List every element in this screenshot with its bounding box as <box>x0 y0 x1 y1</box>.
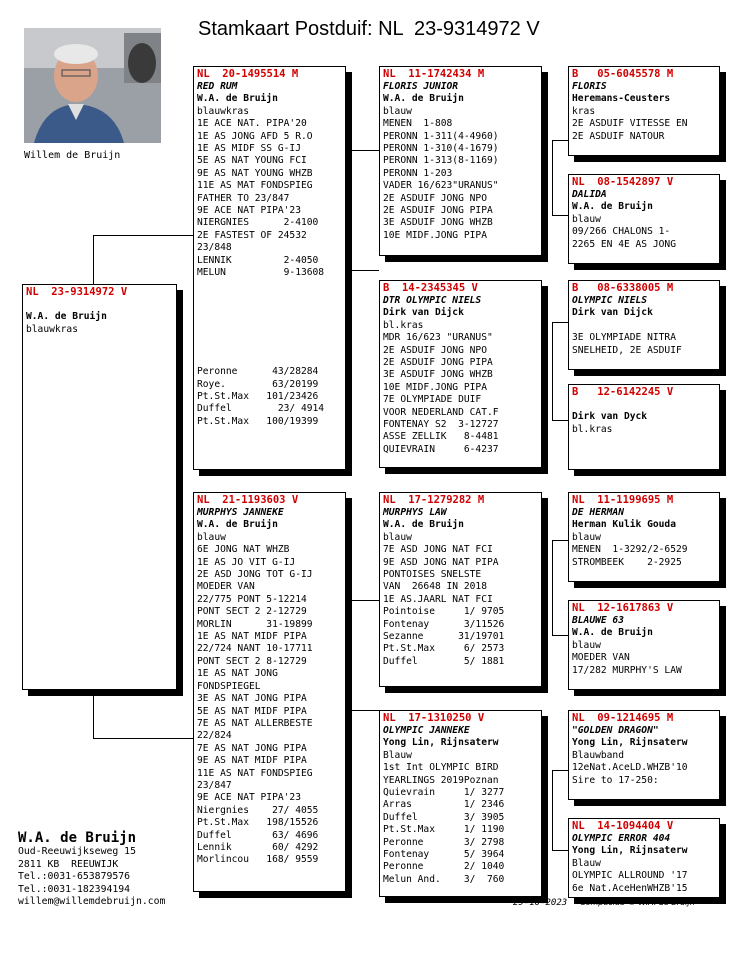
breeder-name: Yong Lin, Rijnsaterw <box>572 737 688 749</box>
pedigree-line: 2265 EN 4E AS JONG <box>572 238 676 250</box>
pedigree-line: 12eNat.AceLD.WHZB'10 <box>572 762 688 774</box>
pedigree-line: 1E AS JO VIT G-IJ <box>197 556 296 568</box>
pedigree-line: Duffel 3/ 3905 <box>383 811 505 823</box>
card-sire <box>193 66 346 470</box>
pedigree-line: blauw <box>197 531 226 543</box>
breeder-name: Dirk van Dijck <box>572 307 653 319</box>
address-line: 2811 KB REEUWIJK <box>18 858 119 870</box>
pedigree-line: MOEDER VAN <box>572 652 630 664</box>
pedigree-line: PONTOISES SNELSTE <box>383 569 482 581</box>
pedigree-line: VOOR NEDERLAND CAT.F <box>383 406 499 418</box>
pedigree-line: PERONN 1-311(4-4960) <box>383 130 499 142</box>
owner-address <box>18 830 165 909</box>
pedigree-line: 09/266 CHALONS 1- <box>572 226 671 238</box>
pedigree-line: MDR 16/623 "URANUS" <box>383 332 493 344</box>
ring-number: NL 09-1214695 M <box>572 712 674 724</box>
pedigree-line: Pt.St.Max 6/ 2573 <box>383 643 505 655</box>
breeder-name: W.A. de Bruijn <box>26 311 107 323</box>
pedigree-line: 3E AS NAT JONG PIPA <box>197 693 307 705</box>
pedigree-line: Sire to 17-250: <box>572 774 659 786</box>
card-subject <box>22 284 177 690</box>
pedigree-line: 3E ASDUIF JONG WHZB <box>383 217 493 229</box>
pedigree-line: 2E ASDUIF JONG NPO <box>383 192 487 204</box>
breeder-name: Herman Kulik Gouda <box>572 519 676 531</box>
pedigree-line: 7E AS NAT JONG PIPA <box>197 742 307 754</box>
pedigree-line: blauw <box>383 531 412 543</box>
pedigree-line: 9E ACE NAT PIPA'23 <box>197 205 301 217</box>
pedigree-line: Peronne 3/ 2798 <box>383 836 505 848</box>
pedigree-line: 2E FASTEST OF 24532 <box>197 229 307 241</box>
pedigree-line: blauw <box>572 639 601 651</box>
card-ssd <box>568 174 720 264</box>
ring-number: NL 20-1495514 M <box>197 68 299 80</box>
pedigree-line: 3E OLYMPIADE NITRA <box>572 332 676 344</box>
copyright: Compuclub © W.A. de Bruijn <box>580 898 695 907</box>
pigeon-name: RED RUM <box>197 81 238 92</box>
pedigree-line: 7E OLYMPIADE DUIF <box>383 394 482 406</box>
card-sds <box>568 280 720 370</box>
footer-name: W.A. de Bruijn <box>18 830 137 846</box>
card-dds <box>568 710 720 800</box>
pedigree-line: OLYMPIC ALLROUND '17 <box>572 870 688 882</box>
pedigree-line: Duffel 63/ 4696 <box>197 829 319 841</box>
photo-caption: Willem de Bruijn <box>24 150 121 161</box>
pigeon-name: BLAUWE 63 <box>572 615 624 626</box>
pedigree-line: Pointoise 1/ 9705 <box>383 606 505 618</box>
pedigree-line: YEARLINGS 2019Poznan <box>383 774 499 786</box>
pedigree-line: SNELHEID, 2E ASDUIF <box>572 344 682 356</box>
pedigree-line: 7E ASD JONG NAT FCI <box>383 544 493 556</box>
pedigree-line: Arras 1/ 2346 <box>383 799 505 811</box>
pedigree-line: 22/775 PONT 5-12214 <box>197 593 307 605</box>
pedigree-line: VAN 26648 IN 2018 <box>383 581 487 593</box>
ring-number: B 12-6142245 V <box>572 386 674 398</box>
pigeon-name: "GOLDEN DRAGON" <box>572 725 659 736</box>
pedigree-line: 1E ACE NAT. PIPA'20 <box>197 118 307 130</box>
ring-number: B 08-6338005 M <box>572 282 674 294</box>
breeder-name: W.A. de Bruijn <box>383 519 464 531</box>
pedigree-line: PONT SECT 2 8-12729 <box>197 655 307 667</box>
ring-number: NL 12-1617863 V <box>572 602 674 614</box>
pedigree-line: MOEDER VAN <box>197 581 255 593</box>
ring-number: NL 08-1542897 V <box>572 176 674 188</box>
pedigree-line: MENEN 1-3292/2-6529 <box>572 544 688 556</box>
breeder-name: W.A. de Bruijn <box>572 627 653 639</box>
pedigree-line: blauwkras <box>26 323 78 335</box>
pedigree-line: 1E AS.JAARL NAT FCI <box>383 593 493 605</box>
pedigree-line: Pt.St.Max 100/19399 <box>197 415 319 427</box>
pedigree-line: 7E AS NAT ALLERBESTE <box>197 717 313 729</box>
pedigree-line: Peronne 2/ 1040 <box>383 861 505 873</box>
card-ddd <box>568 818 720 898</box>
pedigree-line: FONDSPIEGEL <box>197 680 261 692</box>
pedigree-line: QUIEVRAIN 6-4237 <box>383 443 499 455</box>
pedigree-line: MORLIN 31-19899 <box>197 618 313 630</box>
pigeon-name: OLYMPIC NIELS <box>572 295 648 306</box>
card-dss <box>568 492 720 582</box>
pedigree-line: 3E ASDUIF JONG WHZB <box>383 369 493 381</box>
print-date: 29-10-2023 <box>513 898 568 908</box>
pedigree-line: LENNIK 2-4050 <box>197 254 319 266</box>
pedigree-line: 5E AS NAT YOUNG FCI <box>197 155 307 167</box>
address-line: Tel.:0031-653879576 <box>18 871 131 882</box>
ring-number: NL 17-1279282 M <box>383 494 485 506</box>
breeder-name: Yong Lin, Rijnsaterw <box>572 845 688 857</box>
card-sss <box>568 66 720 156</box>
breeder-name: Heremans-Ceusters <box>572 93 671 105</box>
pedigree-line: 23/847 <box>197 779 232 791</box>
pedigree-line: FATHER TO 23/847 <box>197 192 290 204</box>
pigeon-name: OLYMPIC ERROR 404 <box>572 833 671 844</box>
pedigree-line: ASSE ZELLIK 8-4481 <box>383 431 499 443</box>
pedigree-line: 1E AS JONG AFD 5 R.O <box>197 130 313 142</box>
breeder-name: W.A. de Bruijn <box>197 519 278 531</box>
pedigree-line: blauw <box>572 531 601 543</box>
ring-number: B 05-6045578 M <box>572 68 674 80</box>
pedigree-line: blauw <box>572 213 601 225</box>
card-sdd <box>568 384 720 470</box>
ring-number: NL 14-1094404 V <box>572 820 674 832</box>
pedigree-line: 11E AS NAT FONDSPIEG <box>197 767 313 779</box>
pedigree-line: Pt.St.Max 198/15526 <box>197 817 319 829</box>
card-sire-sire <box>379 66 542 256</box>
pedigree-line: 9E ASD JONG NAT PIPA <box>383 556 499 568</box>
pedigree-line: MENEN 1-808 <box>383 118 453 130</box>
breeder-name: Yong Lin, Rijnsaterw <box>383 737 499 749</box>
pedigree-line: Blauwband <box>572 749 624 761</box>
pedigree-line: 6E JONG NAT WHZB <box>197 544 290 556</box>
pedigree-line: VADER 16/623"URANUS" <box>383 180 499 192</box>
pedigree-line: 10E MIDF.JONG PIPA <box>383 229 487 241</box>
pedigree-line: Roye. 63/20199 <box>197 378 319 390</box>
ring-number: NL 21-1193603 V <box>197 494 299 506</box>
pedigree-line: blauw <box>383 105 412 117</box>
pedigree-line: Duffel 23/ 4914 <box>197 403 325 415</box>
pedigree-line: Duffel 5/ 1881 <box>383 655 505 667</box>
pedigree-line: bl.kras <box>383 319 424 331</box>
pedigree-line: 5E AS NAT MIDF PIPA <box>197 705 307 717</box>
pedigree-line: Morlincou 168/ 9559 <box>197 854 319 866</box>
ring-number: NL 17-1310250 V <box>383 712 485 724</box>
pedigree-line: 1E AS NAT MIDF PIPA <box>197 631 307 643</box>
pedigree-line: bl.kras <box>572 423 613 435</box>
pedigree-line: 2E ASDUIF JONG NPO <box>383 344 487 356</box>
pedigree-line: 2E ASDUIF NATOUR <box>572 130 665 142</box>
pigeon-name: DTR OLYMPIC NIELS <box>383 295 482 306</box>
card-dam-sire <box>379 492 542 687</box>
pigeon-name: DALIDA <box>572 189 607 200</box>
pedigree-line: 2E ASDUIF JONG PIPA <box>383 357 493 369</box>
owner-photo <box>24 28 161 143</box>
pigeon-name: FLORIS <box>572 81 607 92</box>
pedigree-line: 1E AS NAT JONG <box>197 668 278 680</box>
pedigree-line: FONTENAY S2 3-12727 <box>383 419 499 431</box>
ring-number: B 14-2345345 V <box>383 282 478 294</box>
pedigree-line: 2E ASDUIF VITESSE EN <box>572 118 688 130</box>
breeder-name: W.A. de Bruijn <box>197 93 278 105</box>
ring-number: NL 23-9314972 V <box>26 286 128 298</box>
pedigree-line: 11E AS MAT FONDSPIEG <box>197 180 313 192</box>
pedigree-line: 2E ASD JONG TOT G-IJ <box>197 569 313 581</box>
pedigree-line: Pt.St.Max 1/ 1190 <box>383 824 505 836</box>
pedigree-line: Blauw <box>383 749 412 761</box>
breeder-name: Dirk van Dyck <box>572 411 648 423</box>
page-title: Stamkaart Postduif: NL 23-9314972 V <box>198 18 540 40</box>
pedigree-line: blauwkras <box>197 105 249 117</box>
pedigree-line: STROMBEEK 2-2925 <box>572 556 682 568</box>
ring-number: NL 11-1742434 M <box>383 68 485 80</box>
pedigree-line: 1st Int OLYMPIC BIRD <box>383 762 499 774</box>
pedigree-line: 10E MIDF.JONG PIPA <box>383 381 487 393</box>
pedigree-line: MELUN 9-13608 <box>197 267 325 279</box>
pedigree-line: Pt.St.Max 101/23426 <box>197 391 319 403</box>
card-dam <box>193 492 346 892</box>
pedigree-line: 9E AS NAT YOUNG WHZB <box>197 167 313 179</box>
pedigree-line: Blauw <box>572 857 601 869</box>
pedigree-line: 17/282 MURPHY'S LAW <box>572 664 682 676</box>
address-line: Oud-Reeuwijkseweg 15 <box>18 846 136 857</box>
address-line: Tel.:0031-182394194 <box>18 883 131 895</box>
card-dsd <box>568 600 720 690</box>
pedigree-line: PERONN 1-313(8-1169) <box>383 155 499 167</box>
pedigree-line: 6e Nat.AceHenWHZB'15 <box>572 882 688 894</box>
pedigree-line: 22/824 <box>197 730 232 742</box>
pedigree-line: 2E ASDUIF JONG PIPA <box>383 205 493 217</box>
pedigree-line: kras <box>572 105 596 117</box>
pedigree-line: 1E AS MIDF SS G-IJ <box>197 143 301 155</box>
pigeon-name: OLYMPIC JANNEKE <box>383 725 470 736</box>
pedigree-line: Niergnies 27/ 4055 <box>197 804 319 816</box>
breeder-name: W.A. de Bruijn <box>383 93 464 105</box>
pedigree-line: PERONN 1-203 <box>383 167 453 179</box>
pedigree-line: Melun And. 3/ 760 <box>383 873 505 885</box>
pedigree-line: 22/724 NANT 10-17711 <box>197 643 313 655</box>
pedigree-line: Lennik 60/ 4292 <box>197 841 319 853</box>
pedigree-line: Peronne 43/28284 <box>197 366 319 378</box>
pigeon-name: DE HERMAN <box>572 507 624 518</box>
pedigree-line: Fontenay 5/ 3964 <box>383 849 505 861</box>
pedigree-line: PONT SECT 2 2-12729 <box>197 606 307 618</box>
breeder-name: W.A. de Bruijn <box>572 201 653 213</box>
card-dam-dam <box>379 710 542 897</box>
pigeon-name: FLORIS JUNIOR <box>383 81 459 92</box>
pedigree-line: NIERGNIES 2-4100 <box>197 217 319 229</box>
breeder-name: Dirk van Dijck <box>383 307 464 319</box>
pedigree-line: 9E ACE NAT PIPA'23 <box>197 792 301 804</box>
pigeon-name: MURPHYS JANNEKE <box>197 507 284 518</box>
ring-number: NL 11-1199695 M <box>572 494 674 506</box>
pedigree-line: 23/848 <box>197 242 232 254</box>
pedigree-line: Quievrain 1/ 3277 <box>383 787 505 799</box>
pigeon-name: MURPHYS LAW <box>383 507 447 518</box>
address-line[interactable]: willem@willemdebruijn.com <box>18 896 166 907</box>
pedigree-line: PERONN 1-310(4-1679) <box>383 143 499 155</box>
card-sire-dam <box>379 280 542 468</box>
pedigree-line: Fontenay 3/11526 <box>383 618 505 630</box>
pedigree-line: Sezanne 31/19701 <box>383 631 505 643</box>
pedigree-line: 9E AS NAT MIDF PIPA <box>197 755 307 767</box>
